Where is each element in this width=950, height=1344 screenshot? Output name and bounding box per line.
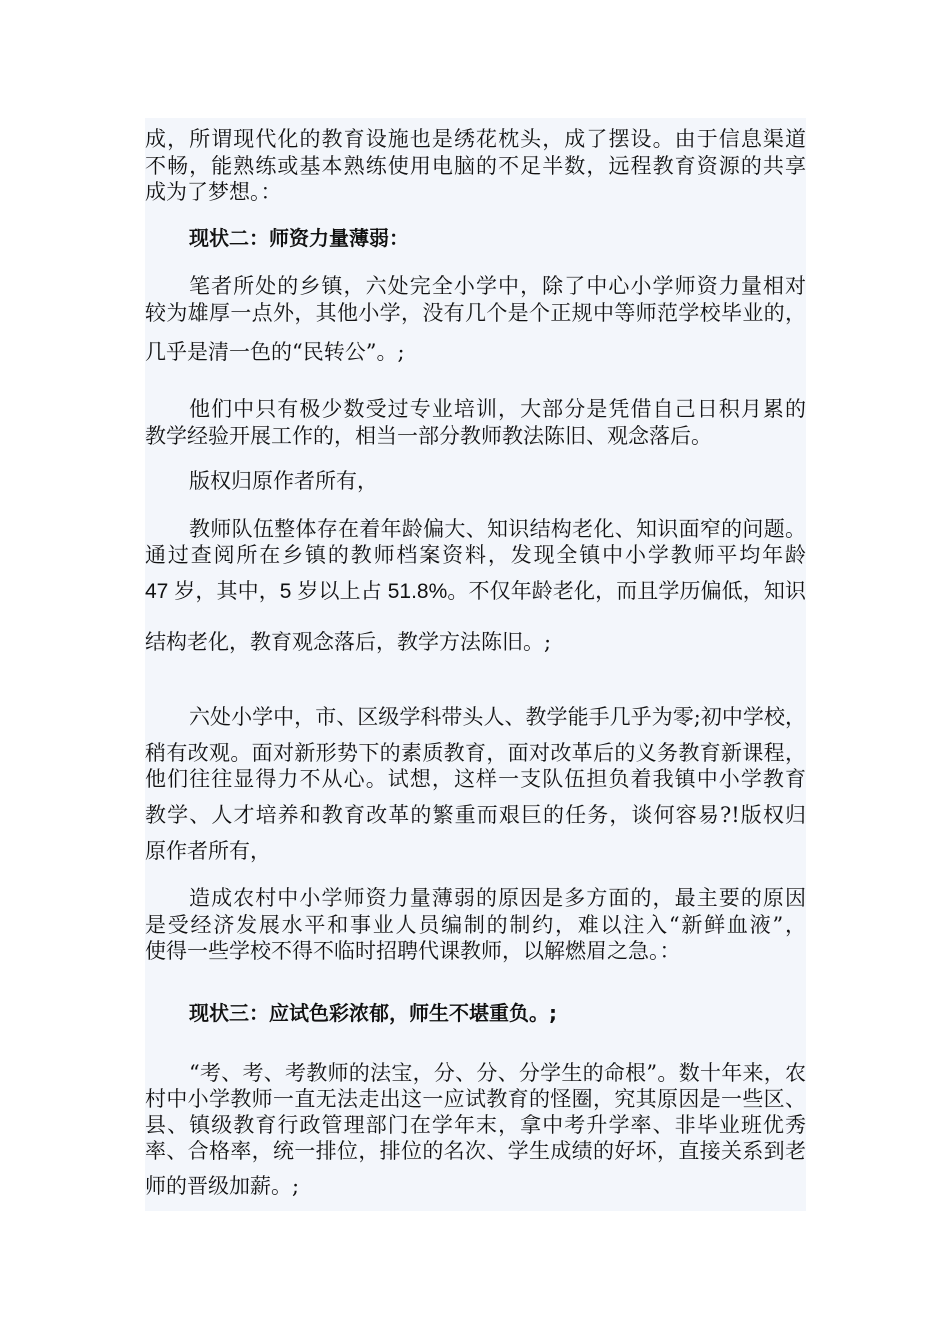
section-heading: 现状二：师资力量薄弱： [189, 226, 409, 250]
paragraph-line: 几乎是清一色的“民转公”。; [145, 340, 405, 364]
paragraph-line: 他们往往显得力不从心。试想，这样一支队伍担负着我镇中小学教育 [145, 767, 806, 791]
paragraph-line: 通过查阅所在乡镇的教师档案资料，发现全镇中小学教师平均年龄 [145, 543, 806, 567]
paragraph-line: 教学、人才培养和教育改革的繁重而艰巨的任务，谈何容易?!版权归 [145, 803, 806, 827]
paragraph-line: 原作者所有， [145, 839, 271, 863]
document-body [145, 118, 806, 1211]
paragraph-line: 版权归原作者所有， [189, 469, 378, 493]
section-heading: 现状三：应试色彩浓郁，师生不堪重负。; [189, 1001, 557, 1025]
paragraph-line: “考、考、考教师的法宝，分、分、分学生的命根”。数十年来，农 [189, 1061, 806, 1085]
paragraph-line: 成为了梦想。： [145, 180, 282, 204]
paragraph-line: 他们中只有极少数受过专业培训，大部分是凭借自己日积月累的 [189, 397, 806, 421]
paragraph-line: 造成农村中小学师资力量薄弱的原因是多方面的，最主要的原因 [189, 886, 806, 910]
paragraph-line: 率、合格率，统一排位，排位的名次、学生成绩的好坏，直接关系到老 [145, 1139, 806, 1163]
paragraph-line: 使得一些学校不得不临时招聘代课教师，以解燃眉之急。： [145, 939, 681, 963]
paragraph-line: 教学经验开展工作的，相当一部分教师教法陈旧、观念落后。 [145, 424, 712, 448]
paragraph-line: 稍有改观。面对新形势下的素质教育，面对改革后的义务教育新课程， [145, 741, 806, 765]
paragraph-line: 村中小学教师一直无法走出这一应试教育的怪圈，究其原因是一些区、 [145, 1087, 806, 1111]
paragraph-line: 笔者所处的乡镇，六处完全小学中，除了中心小学师资力量相对 [189, 274, 806, 298]
paragraph-line: 县、镇级教育行政管理部门在学年末，拿中考升学率、非毕业班优秀 [145, 1113, 806, 1137]
paragraph-line: 结构老化，教育观念落后，教学方法陈旧。; [145, 630, 552, 654]
paragraph-line: 成，所谓现代化的教育设施也是绣花枕头，成了摆设。由于信息渠道 [145, 127, 806, 151]
paragraph-line: 六处小学中，市、区级学科带头人、教学能手几乎为零;初中学校， [189, 705, 806, 729]
paragraph-line: 教师队伍整体存在着年龄偏大、知识结构老化、知识面窄的问题。 [189, 517, 806, 541]
paragraph-line: 较为雄厚一点外，其他小学，没有几个是个正规中等师范学校毕业的， [145, 301, 806, 325]
paragraph-line: 不畅，能熟练或基本熟练使用电脑的不足半数，远程教育资源的共享 [145, 154, 806, 178]
paragraph-line: 师的晋级加薪。; [145, 1174, 300, 1198]
paragraph-line: 47 岁，其中，5 岁以上占 51.8%。不仅年龄老化，而且学历偏低，知识 [145, 580, 806, 603]
paragraph-line: 是受经济发展水平和事业人员编制的制约，难以注入“新鲜血液”， [145, 913, 806, 937]
